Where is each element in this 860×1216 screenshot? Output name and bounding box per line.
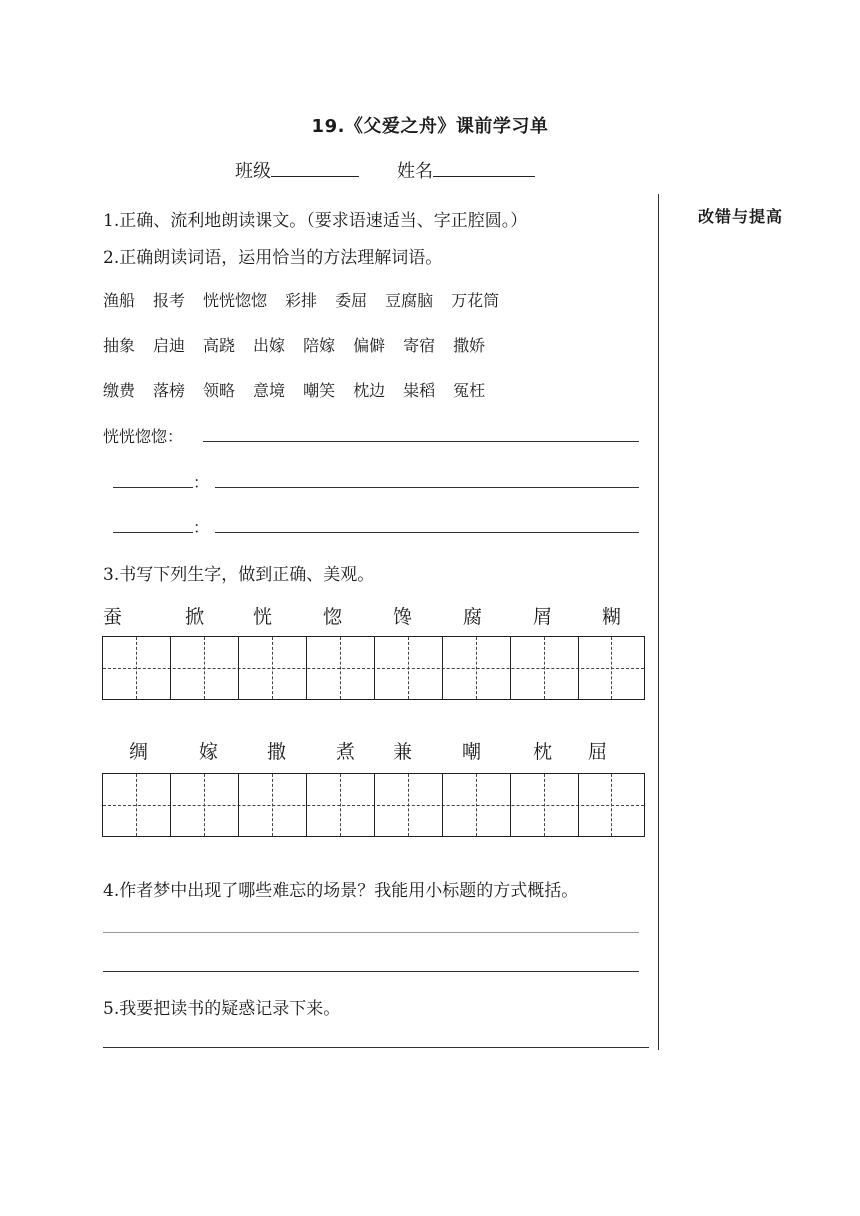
word: 寄宿: [403, 336, 436, 355]
answer-line[interactable]: [215, 532, 639, 533]
new-char: 枕: [533, 741, 553, 763]
name-label: 姓名: [397, 161, 433, 182]
word: 报考: [153, 291, 186, 310]
question-3: 3.书写下列生字，做到正确、美观。: [103, 565, 375, 585]
new-char: 蚕: [103, 606, 123, 628]
word: 豆腐脑: [385, 291, 434, 310]
question-2: 2.正确朗读词语，运用恰当的方法理解词语。: [103, 248, 443, 268]
answer-line[interactable]: [215, 487, 639, 488]
new-char: 煮: [336, 741, 356, 763]
new-char: 嘲: [462, 741, 482, 763]
word-blank[interactable]: [113, 532, 193, 533]
answer-line[interactable]: [103, 1047, 649, 1048]
new-char: 兼: [393, 741, 413, 763]
class-blank[interactable]: [271, 158, 359, 177]
word: 嘲笑: [303, 381, 336, 400]
word: 万花筒: [451, 291, 500, 310]
question-5: 5.我要把读书的疑惑记录下来。: [103, 999, 341, 1019]
word: 委屈: [335, 291, 368, 310]
new-char: 恍: [253, 606, 273, 628]
word: 抽象: [103, 336, 136, 355]
word: 出嫁: [253, 336, 286, 355]
question-4: 4.作者梦中出现了哪些难忘的场景？我能用小标题的方式概括。: [103, 881, 579, 901]
new-char: 绸: [129, 741, 149, 763]
page-title: 19.《父爱之舟》课前学习单: [311, 116, 549, 137]
new-char: 撒: [267, 741, 287, 763]
word: 恍恍惚惚: [203, 291, 268, 310]
word: 渔船: [103, 291, 136, 310]
new-char: 糊: [602, 606, 622, 628]
name-field: [397, 157, 535, 183]
explain-colon: ：: [193, 473, 210, 492]
new-char: 屑: [533, 606, 553, 628]
word: 枕边: [353, 381, 386, 400]
word-row-3: [103, 378, 503, 401]
word: 意境: [253, 381, 286, 400]
word: 冤枉: [453, 381, 486, 400]
new-char: 馋: [393, 606, 413, 628]
word-row-2: [103, 333, 503, 356]
answer-line[interactable]: [203, 441, 639, 442]
word: 偏僻: [353, 336, 386, 355]
word: 彩排: [285, 291, 318, 310]
explain-colon: ：: [193, 518, 210, 537]
tian-grid-1[interactable]: [102, 636, 645, 700]
name-blank[interactable]: [433, 158, 535, 177]
word: 领略: [203, 381, 236, 400]
question-1: 1.正确、流利地朗读课文。（要求语速适当、字正腔圆。）: [103, 211, 528, 231]
new-char: 嫁: [199, 741, 219, 763]
word: 撒娇: [453, 336, 486, 355]
word-row-1: [103, 288, 517, 311]
word: 启迪: [153, 336, 186, 355]
word: 缴费: [103, 381, 136, 400]
explain-word-label: 恍恍惚惚：: [103, 427, 184, 446]
new-char: 惚: [323, 606, 343, 628]
class-field: [235, 157, 359, 183]
word: 粜稻: [403, 381, 436, 400]
new-char: 掀: [185, 606, 205, 628]
tian-grid-2[interactable]: [102, 773, 645, 837]
answer-line[interactable]: [103, 932, 639, 933]
class-label: 班级: [235, 161, 271, 182]
word: 高跷: [203, 336, 236, 355]
word: 落榜: [153, 381, 186, 400]
new-char: 屈: [588, 741, 608, 763]
side-heading: 改错与提高: [698, 207, 784, 226]
word-blank[interactable]: [113, 487, 193, 488]
column-divider: [658, 194, 659, 1050]
new-char: 腐: [463, 606, 483, 628]
word: 陪嫁: [303, 336, 336, 355]
answer-line[interactable]: [103, 971, 639, 972]
